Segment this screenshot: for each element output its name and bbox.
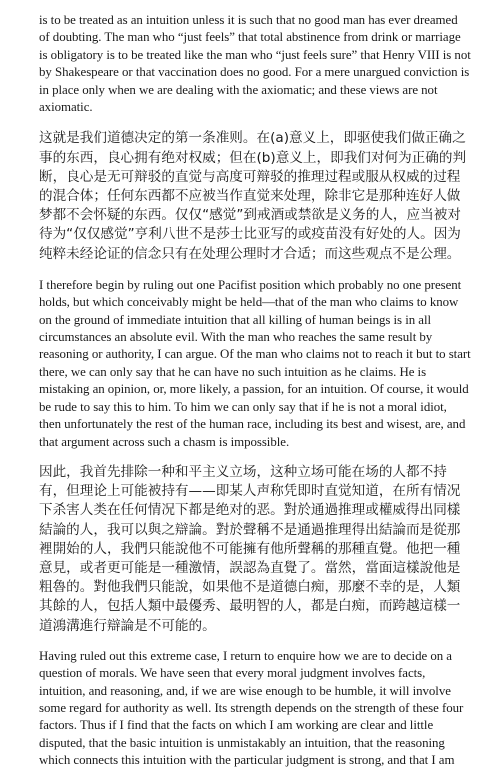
paragraph-english-2: I therefore begin by ruling out one Pacifist position which probably no one present holds, but which conceivably might be held—that of the man who claims to know on the ground of immediate intuition that all killing of human beings is in all circumstances an absolute evil. With the man who reaches the same result by reasoning or authority, I can argue. Of the man who claims not to reach it but to start there, we can only say that he can have no such intuition as he claims. He is mistaking an opinion, or, more likely, a passion, for an intuition. Of course, it would be rude to say this to him. To him we can only say that if he is not a moral idiot, then unfortunately the rest of the human race, including its best and wisest, are, and that argument across such a chasm is impossible. — [39, 277, 471, 449]
paragraph-english-1: is to be treated as an intuition unless it is such that no good man has ever dreamed of doubting. The man who “just feels” that total abstinence from drink or marriage is obligatory is to be treated like the man who “just feels sure” that Henry VIII is not by Shakespeare or that vaccination does no good. For a mere unargued conviction is in place only when we are dealing with the axiomatic; and these views are not axiomatic. — [39, 13, 471, 115]
document-page — [39, 12, 471, 770]
paragraph-english-3: Having ruled out this extreme case, I return to enquire how we are to decide on a question of morals. We have seen that every moral judgment involves facts, intuition, and reasoning, and, if we are wise enough to be humble, it will involve some regard for authority as well. Its strength depends on the strength of these four factors. Thus if I find that the facts on which I am working are clear and little disputed, that the basic intuition is unmistakably an intuition, that the reasoning which connects this intuition with the particular judgment is strong, and that I am — [39, 648, 464, 768]
paragraph-chinese-2: 因此，我首先排除一种和平主义立场，这种立场可能在场的人都不持有，但理论上可能被持有——即某人声称凭即时直觉知道，在所有情况下杀害人类在任何情况下都是绝对的恶。對於通過推理或權威得出同樣結論的人，我可以與之辯論。對於聲稱不是通過推理得出結論而是從那裡開始的人，我們只能說他不可能擁有他所聲稱的那種直覺。他把一種意見，或者更可能是一種激情，誤認為直覺了。當然，當面這樣說他是粗魯的。對他我們只能說，如果他不是道德白痴，那麼不幸的是，人類其餘的人，包括人類中最優秀、最明智的人，都是白痴，而跨越這樣一道鴻溝進行辯論是不可能的。 — [39, 463, 461, 634]
paragraph-chinese-1: 这就是我们道德决定的第一条准则。在(a)意义上，即驱使我们做正确之事的东西，良心拥有绝对权威；但在(b)意义上，即我们对何为正确的判断，良心是无可辩驳的直觉与高度可辩驳的推理过程或服从权威的过程的混合体；任何东西都不应被当作直觉来处理，除非它是那种连好人做梦都不会怀疑的东西。仅仅“感觉”到戒酒或禁欲是义务的人，应当被对待为“仅仅感觉”亨利八世不是莎士比亚写的或疫苗没有好处的人。因为纯粹未经论证的信念只有在处理公理时才合适；而这些观点不是公理。 — [39, 130, 467, 262]
